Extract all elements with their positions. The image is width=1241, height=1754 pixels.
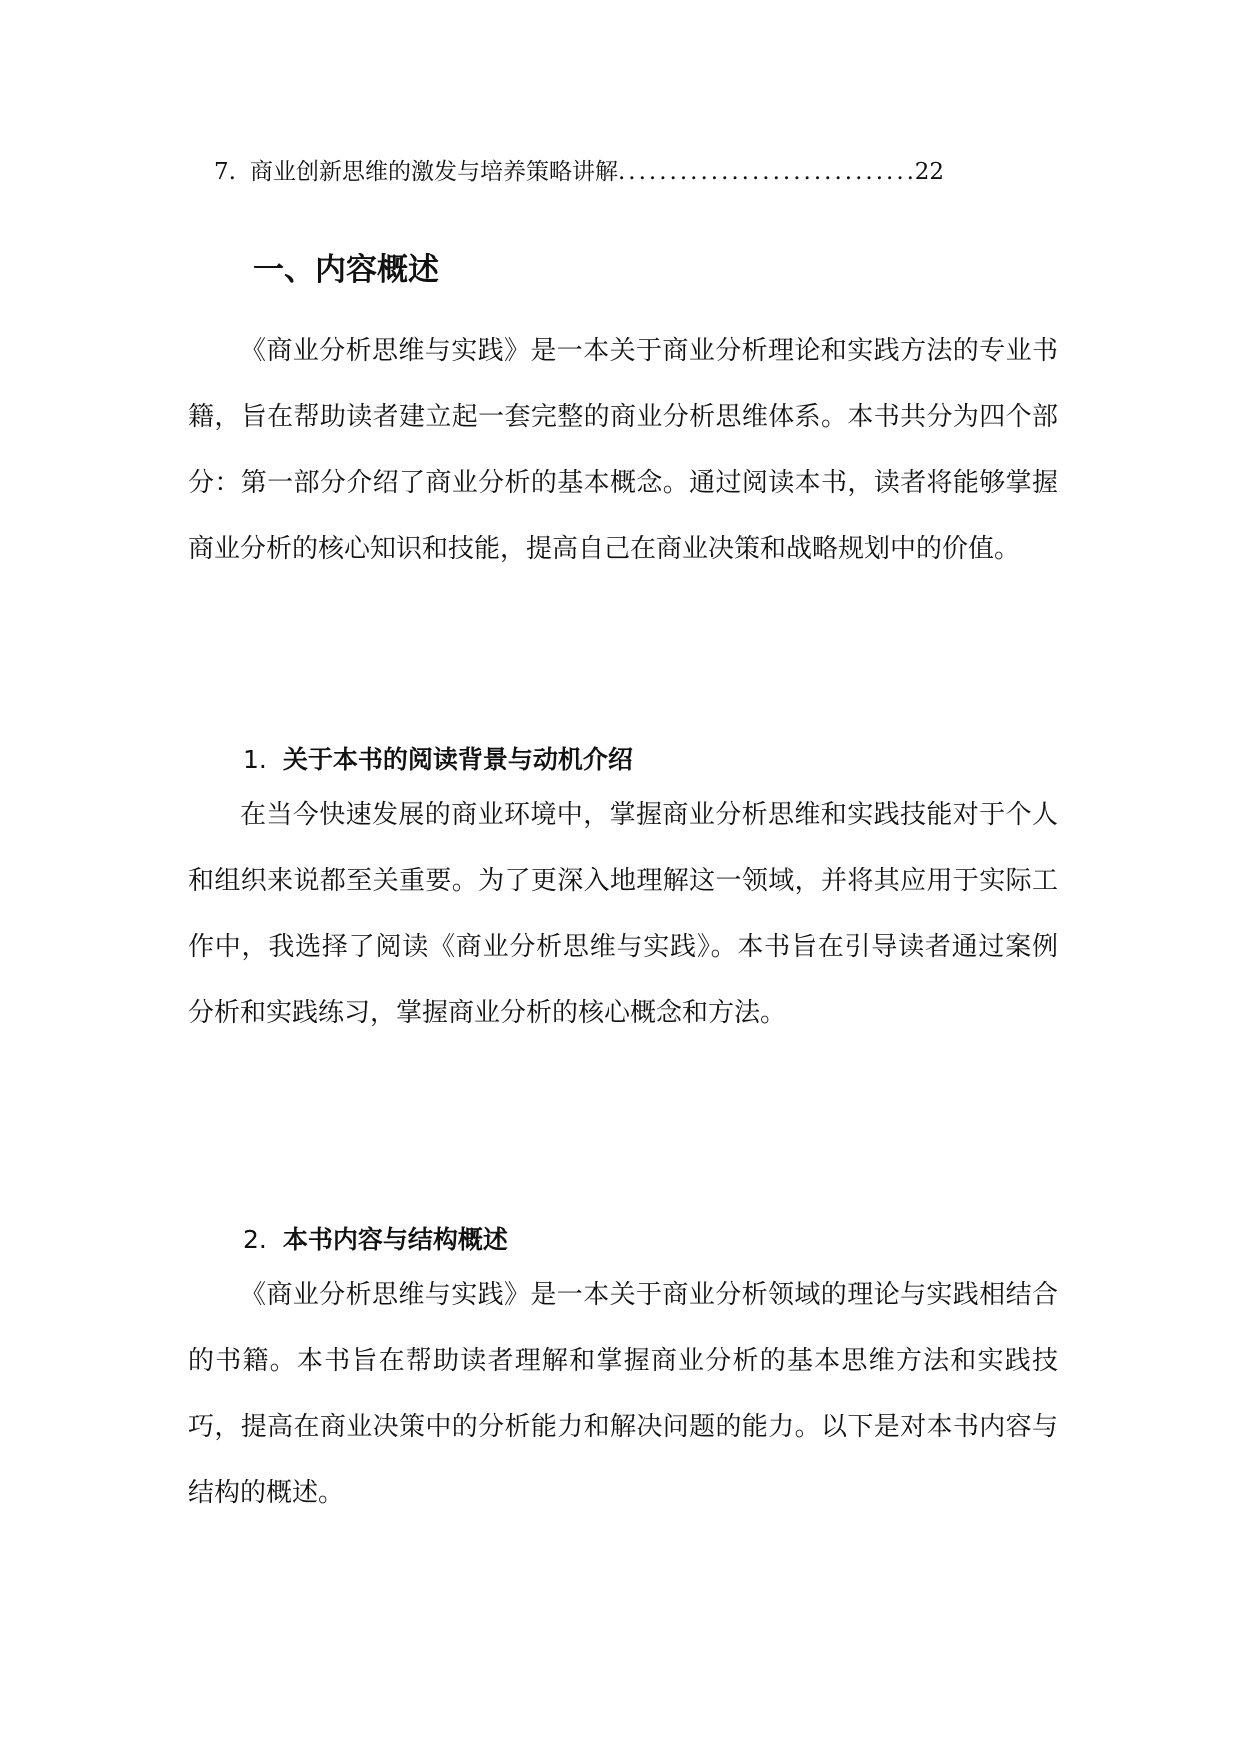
- section-heading: 一、内容概述: [253, 252, 439, 288]
- toc-dot-leader: [618, 152, 913, 192]
- subsection-title: 关于本书的阅读背景与动机介绍: [282, 745, 633, 774]
- toc-entry-page-number: 22: [914, 159, 944, 185]
- subsection-heading: [243, 742, 633, 778]
- subsection-title: 本书内容与结构概述: [282, 1225, 508, 1254]
- subsection-heading: [243, 1222, 508, 1258]
- toc-entry-title: 商业创新思维的激发与培养策略讲解: [249, 159, 618, 185]
- subsection-paragraph: 在当今快速发展的商业环境中，掌握商业分析思维和实践技能对于个人和组织来说都至关重要。为了更深入地理解这一领域，并将其应用于实际工作中，我选择了阅读《商业分析思维与实践》。本书旨在引导读者通过案例分析和实践练习，掌握商业分析的核心概念和方法。: [188, 800, 1058, 1028]
- toc-entry[interactable]: [214, 152, 944, 192]
- subsection-number: 1.: [243, 745, 267, 774]
- subsection-number: 2.: [243, 1225, 267, 1254]
- section-intro-paragraph: 《商业分析思维与实践》是一本关于商业分析理论和实践方法的专业书籍，旨在帮助读者建立起一套完整的商业分析思维体系。本书共分为四个部分：第一部分介绍了商业分析的基本概念。通过阅读本书，读者将能够掌握商业分析的核心知识和技能，提高自己在商业决策和战略规划中的价值。: [188, 336, 1058, 564]
- subsection-paragraph: 《商业分析思维与实践》是一本关于商业分析领域的理论与实践相结合的书籍。本书旨在帮助读者理解和掌握商业分析的基本思维方法和实践技巧，提高在商业决策中的分析能力和解决问题的能力。以下是对本书内容与结构的概述。: [188, 1280, 1058, 1508]
- toc-entry-number: 7.: [214, 159, 236, 185]
